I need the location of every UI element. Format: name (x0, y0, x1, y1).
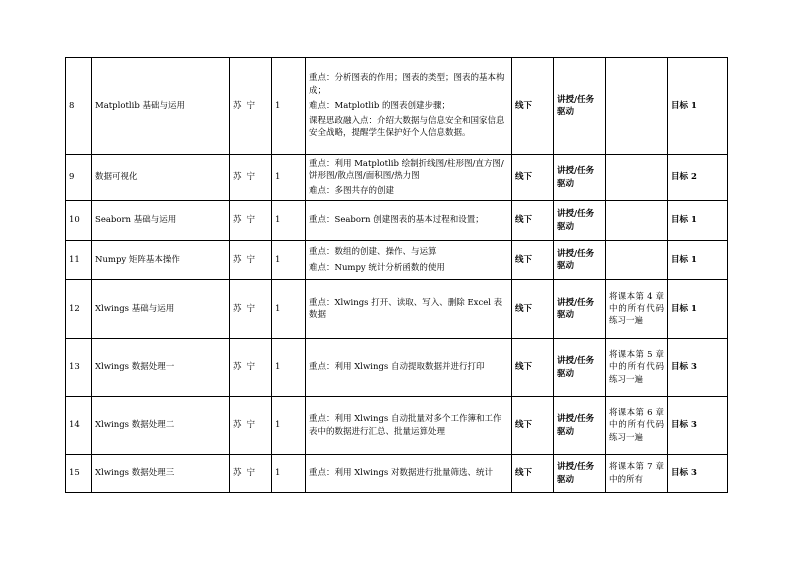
homework-cell: 将课本第 5 章中的所有代码练习一遍 (606, 339, 668, 397)
teacher-cell: 苏宁 (230, 455, 272, 493)
content-paragraph: 重点：利用 Matplotlib 绘制折线图/柱形图/直方图/饼形图/散点图/面积图/热力图 (309, 158, 504, 181)
hours-cell: 1 (272, 155, 306, 201)
hours-cell: 1 (272, 397, 306, 455)
homework-cell: 将课本第 7 章中的所有 (606, 455, 668, 493)
goal-cell: 目标 1 (668, 201, 728, 241)
hours-cell: 1 (272, 58, 306, 155)
lesson-name-cell: Numpy 矩阵基本操作 (92, 241, 230, 280)
teaching-method-cell: 讲授/任务驱动 (554, 455, 606, 493)
goal-cell: 目标 1 (668, 280, 728, 339)
content-paragraph: 重点：分析图表的作用；图表的类型；图表的基本构成； (309, 73, 505, 96)
teaching-mode-cell: 线下 (512, 455, 554, 493)
content-paragraph: 重点：Xlwings 打开、读取、写入、删除 Excel 表数据 (309, 297, 503, 320)
lesson-number-cell: 8 (66, 58, 92, 155)
teacher-cell: 苏宁 (230, 241, 272, 280)
goal-cell: 目标 3 (668, 397, 728, 455)
hours-cell: 1 (272, 241, 306, 280)
lesson-name-cell: Xlwings 数据处理一 (92, 339, 230, 397)
content-paragraph: 难点：Numpy 统计分析函数的使用 (309, 262, 445, 273)
teaching-mode-cell: 线下 (512, 58, 554, 155)
homework-cell (606, 58, 668, 155)
lesson-number-cell: 10 (66, 201, 92, 241)
content-cell (306, 201, 512, 241)
teaching-method-cell: 讲授/任务驱动 (554, 58, 606, 155)
content-paragraph: 重点：利用 Xlwings 对数据进行批量筛选、统计 (309, 468, 493, 479)
lesson-name-cell: Seaborn 基础与运用 (92, 201, 230, 241)
lesson-number-cell: 14 (66, 397, 92, 455)
teaching-method-cell: 讲授/任务驱动 (554, 280, 606, 339)
hours-cell: 1 (272, 280, 306, 339)
course-schedule-table (65, 57, 728, 493)
teaching-method-cell: 讲授/任务驱动 (554, 241, 606, 280)
teacher-cell: 苏宁 (230, 397, 272, 455)
table-row (66, 280, 728, 339)
content-paragraph: 重点：利用 Xlwings 自动批量对多个工作簿和工作表中的数据进行汇总、批量运算处理 (309, 414, 502, 437)
teaching-mode-cell: 线下 (512, 397, 554, 455)
teaching-mode-cell: 线下 (512, 339, 554, 397)
teaching-mode-cell: 线下 (512, 201, 554, 241)
table-row (66, 201, 728, 241)
content-cell (306, 280, 512, 339)
teaching-method-cell: 讲授/任务驱动 (554, 155, 606, 201)
table-row (66, 339, 728, 397)
table-row (66, 397, 728, 455)
content-cell (306, 339, 512, 397)
lesson-name-cell: Matplotlib 基础与运用 (92, 58, 230, 155)
content-paragraph: 重点：Seaborn 创建图表的基本过程和设置； (309, 215, 484, 226)
goal-cell: 目标 2 (668, 155, 728, 201)
content-paragraph: 难点：Matplotlib 的图表创建步骤； (309, 100, 450, 111)
homework-cell (606, 201, 668, 241)
goal-cell: 目标 3 (668, 339, 728, 397)
content-cell (306, 241, 512, 280)
content-paragraph: 重点：利用 Xlwings 自动提取数据并进行打印 (309, 362, 485, 373)
teacher-cell: 苏宁 (230, 339, 272, 397)
lesson-name-cell: Xlwings 数据处理二 (92, 397, 230, 455)
lesson-name-cell: 数据可视化 (92, 155, 230, 201)
teaching-method-cell: 讲授/任务驱动 (554, 201, 606, 241)
content-cell (306, 397, 512, 455)
table-row (66, 58, 728, 155)
content-paragraph: 难点：多图共存的创建 (309, 186, 395, 197)
homework-cell: 将课本第 4 章中的所有代码练习一遍 (606, 280, 668, 339)
content-cell (306, 455, 512, 493)
lesson-number-cell: 13 (66, 339, 92, 397)
table-row (66, 241, 728, 280)
lesson-number-cell: 9 (66, 155, 92, 201)
goal-cell: 目标 1 (668, 58, 728, 155)
teaching-mode-cell: 线下 (512, 155, 554, 201)
lesson-name-cell: Xlwings 基础与运用 (92, 280, 230, 339)
teaching-method-cell: 讲授/任务驱动 (554, 339, 606, 397)
goal-cell: 目标 1 (668, 241, 728, 280)
hours-cell: 1 (272, 201, 306, 241)
content-cell (306, 58, 512, 155)
teacher-cell: 苏宁 (230, 201, 272, 241)
teaching-mode-cell: 线下 (512, 241, 554, 280)
teaching-mode-cell: 线下 (512, 280, 554, 339)
lesson-number-cell: 11 (66, 241, 92, 280)
teacher-cell: 苏宁 (230, 58, 272, 155)
hours-cell: 1 (272, 455, 306, 493)
goal-cell: 目标 3 (668, 455, 728, 493)
content-paragraph: 课程思政融入点：介绍大数据与信息安全和国家信息安全战略，提醒学生保护好个人信息数据。 (309, 116, 505, 139)
lesson-number-cell: 12 (66, 280, 92, 339)
homework-cell: 将课本第 6 章中的所有代码练习一遍 (606, 397, 668, 455)
homework-cell (606, 155, 668, 201)
content-paragraph: 重点：数组的创建、操作、与运算 (309, 247, 437, 258)
teacher-cell: 苏宁 (230, 155, 272, 201)
content-cell (306, 155, 512, 201)
teaching-method-cell: 讲授/任务驱动 (554, 397, 606, 455)
hours-cell: 1 (272, 339, 306, 397)
table-row (66, 155, 728, 201)
homework-cell (606, 241, 668, 280)
lesson-number-cell: 15 (66, 455, 92, 493)
table-row (66, 455, 728, 493)
lesson-name-cell: Xlwings 数据处理三 (92, 455, 230, 493)
teacher-cell: 苏宁 (230, 280, 272, 339)
